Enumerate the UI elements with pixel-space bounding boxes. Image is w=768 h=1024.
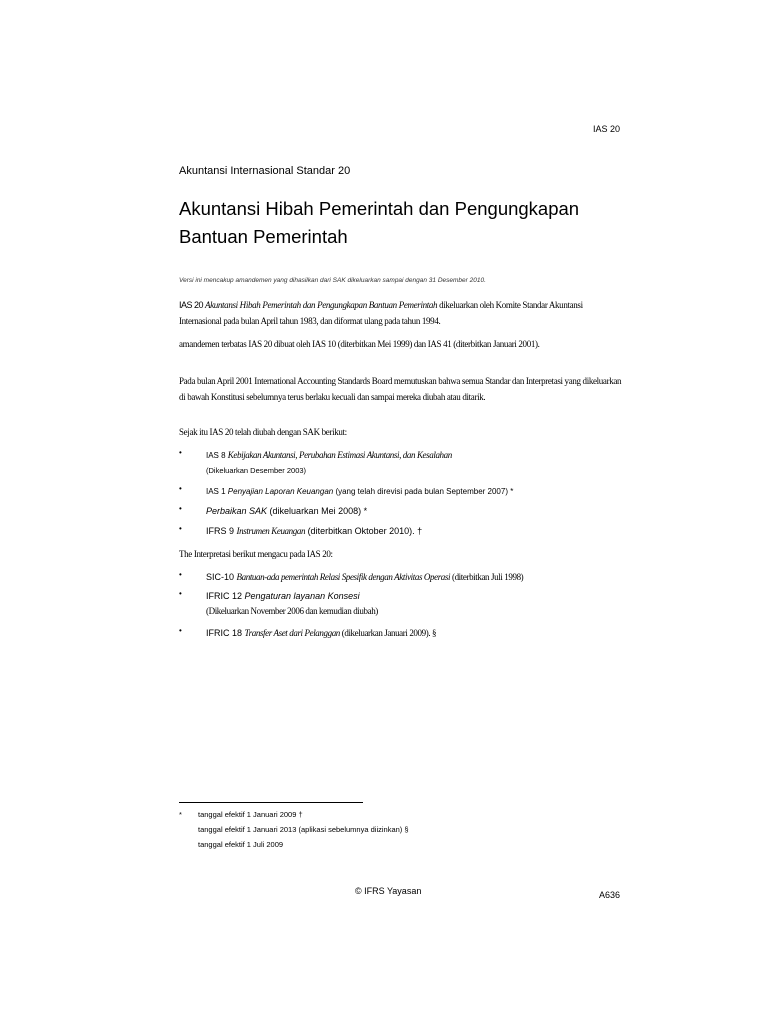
bullet: • [179, 484, 182, 493]
bullet: • [179, 504, 182, 513]
footnote-text: tanggal efektif 1 Januari 2009 † [198, 810, 303, 819]
item-code: IFRIC 12 [206, 591, 245, 601]
item-title: Transfer Aset dari Pelanggan [244, 628, 340, 638]
bullet: • [179, 448, 182, 457]
item-title: Penyajian Laporan Keuangan [227, 487, 334, 496]
item-code: IFRIC 18 [206, 628, 245, 638]
board-paragraph: Pada bulan April 2001 International Accounting Standards Board memutuskan bahwa semua Standar dan Interpretasi yang dikeluarkan di bawah Konstitusi sebelumnya terus berlaku kecuali dan sampai mereka diubah atau ditarik. [179, 376, 622, 402]
item-title: Perbaikan SAK [206, 506, 268, 516]
item-title: Bantuan-ada pemerintah Relasi Spesifik dengan Aktivitas Operasi [236, 572, 451, 582]
footnote-divider [179, 802, 363, 803]
item-code: SIC-10 [206, 572, 237, 582]
footnote-text: tanggal efektif 1 Januari 2013 (aplikasi sebelumnya diizinkan) § [198, 825, 409, 834]
version-note: Versi ini mencakup amandemen yang dihasilkan dari SAK dikeluarkan sampai dengan 31 Desember 2010. [179, 277, 486, 284]
item-rest: (dikeluarkan Mei 2008) * [267, 506, 368, 516]
item-sub: (Dikeluarkan Desember 2003) [206, 466, 307, 475]
item-code: IAS 1 [206, 487, 228, 496]
page-title: Akuntansi Hibah Pemerintah dan Pengungkapan Bantuan Pemerintah [179, 198, 580, 247]
page-number: A636 [598, 890, 620, 900]
bullet: • [179, 570, 182, 579]
bullet: • [179, 626, 182, 635]
item-rest: (diterbitkan Juli 1998) [450, 572, 524, 582]
item-rest: (diterbitkan Oktober 2010). † [305, 526, 423, 536]
header-code: IAS 20 [592, 124, 620, 134]
item-rest: (yang telah direvisi pada bulan September 2007) * [333, 487, 514, 496]
bullet: • [179, 524, 182, 533]
amended-by-paragraph: Sejak itu IAS 20 telah diubah dengan SAK berikut: [179, 427, 347, 437]
item-rest: (dikeluarkan Januari 2009). § [339, 628, 437, 638]
intro-paragraph [179, 297, 624, 329]
item-code: IFRS 9 [206, 526, 237, 536]
intro-rest: dikeluarkan oleh Komite Standar Akuntansi Internasional pada bulan April tahun 1983, dan diformat ulang pada tahun 1994. [179, 300, 583, 326]
footnote-mark: * [179, 810, 182, 819]
item-sub: (Dikeluarkan November 2006 dan kemudian diubah) [206, 606, 378, 616]
amendment-paragraph: amandemen terbatas IAS 20 dibuat oleh IAS 10 (diterbitkan Mei 1999) dan IAS 41 (diterbitkan Januari 2001). [179, 339, 540, 349]
item-code: IAS 8 [206, 451, 228, 460]
intro-title: Akuntansi Hibah Pemerintah dan Pengungkapan Bantuan Pemerintah [204, 300, 438, 310]
item-title: Kebijakan Akuntansi, Perubahan Estimasi Akuntansi, dan Kesalahan [227, 450, 452, 460]
interpretations-paragraph: The Interpretasi berikut mengacu pada IAS 20: [179, 549, 333, 559]
item-title: Instrumen Keuangan [236, 526, 306, 536]
footer-copyright: © IFRS Yayasan [355, 886, 422, 896]
footnote-text: tanggal efektif 1 Juli 2009 [198, 840, 284, 849]
intro-lead: IAS 20 [179, 300, 204, 310]
bullet: • [179, 589, 182, 598]
standard-label: Akuntansi Internasional Standar 20 [179, 165, 351, 177]
item-title: Pengaturan layanan Konsesi [244, 591, 360, 601]
